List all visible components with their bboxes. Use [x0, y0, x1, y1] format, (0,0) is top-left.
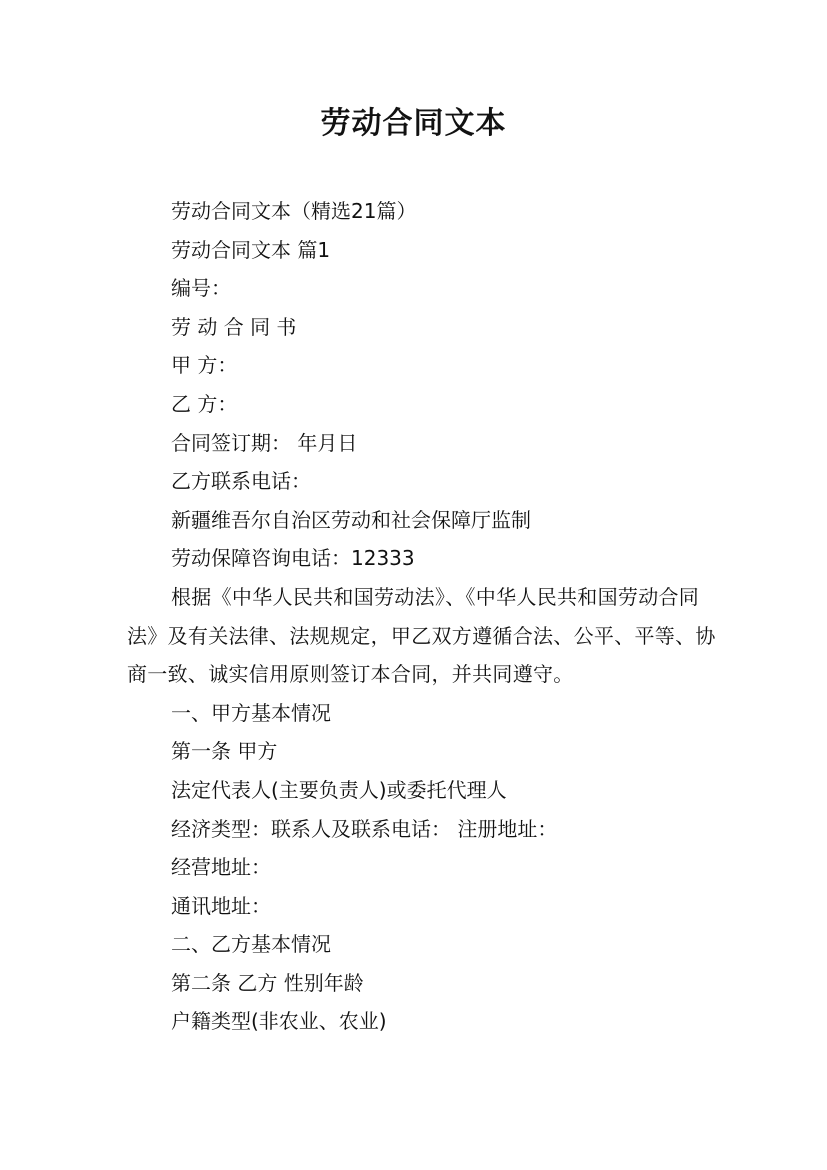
number-label: 编号：	[171, 276, 231, 301]
part-heading: 劳动合同文本 篇1	[171, 237, 331, 262]
hotline-line: 劳动保障咨询电话：12333	[171, 546, 415, 571]
section-one-heading: 一、甲方基本情况	[171, 700, 331, 725]
contract-heading: 劳 动 合 同 书	[171, 314, 297, 339]
preamble-paragraph: 根据《中华人民共和国劳动法》、《中华人民共和国劳动合同法》及有关法律、法规规定，甲乙双方遵循合法、公平、平等、协商一致、诚实信用原则签订本合同，并共同遵守。	[127, 584, 716, 687]
household-type-line: 户籍类型(非农业、农业)	[171, 1009, 387, 1034]
subtitle-line: 劳动合同文本（精选21篇）	[171, 199, 417, 223]
econ-type-line: 经济类型：联系人及联系电话： 注册地址：	[171, 816, 558, 841]
document-body	[127, 192, 717, 1041]
sign-date-line: 合同签订期： 年月日	[171, 430, 358, 455]
party-b-line: 乙 方：	[171, 391, 238, 416]
party-b-phone-line: 乙方联系电话：	[171, 469, 311, 494]
article-one-line: 第一条 甲方	[171, 739, 278, 764]
party-a-line: 甲 方：	[171, 353, 238, 378]
supervisor-line: 新疆维吾尔自治区劳动和社会保障厅监制	[171, 507, 531, 532]
section-two-heading: 二、乙方基本情况	[171, 932, 331, 957]
business-address-line: 经营地址：	[171, 855, 271, 880]
document-title: 劳动合同文本	[320, 106, 507, 141]
mail-address-line: 通讯地址：	[171, 893, 271, 918]
legal-rep-line: 法定代表人(主要负责人)或委托代理人	[171, 777, 507, 802]
article-two-line: 第二条 乙方 性别年龄	[171, 970, 364, 995]
